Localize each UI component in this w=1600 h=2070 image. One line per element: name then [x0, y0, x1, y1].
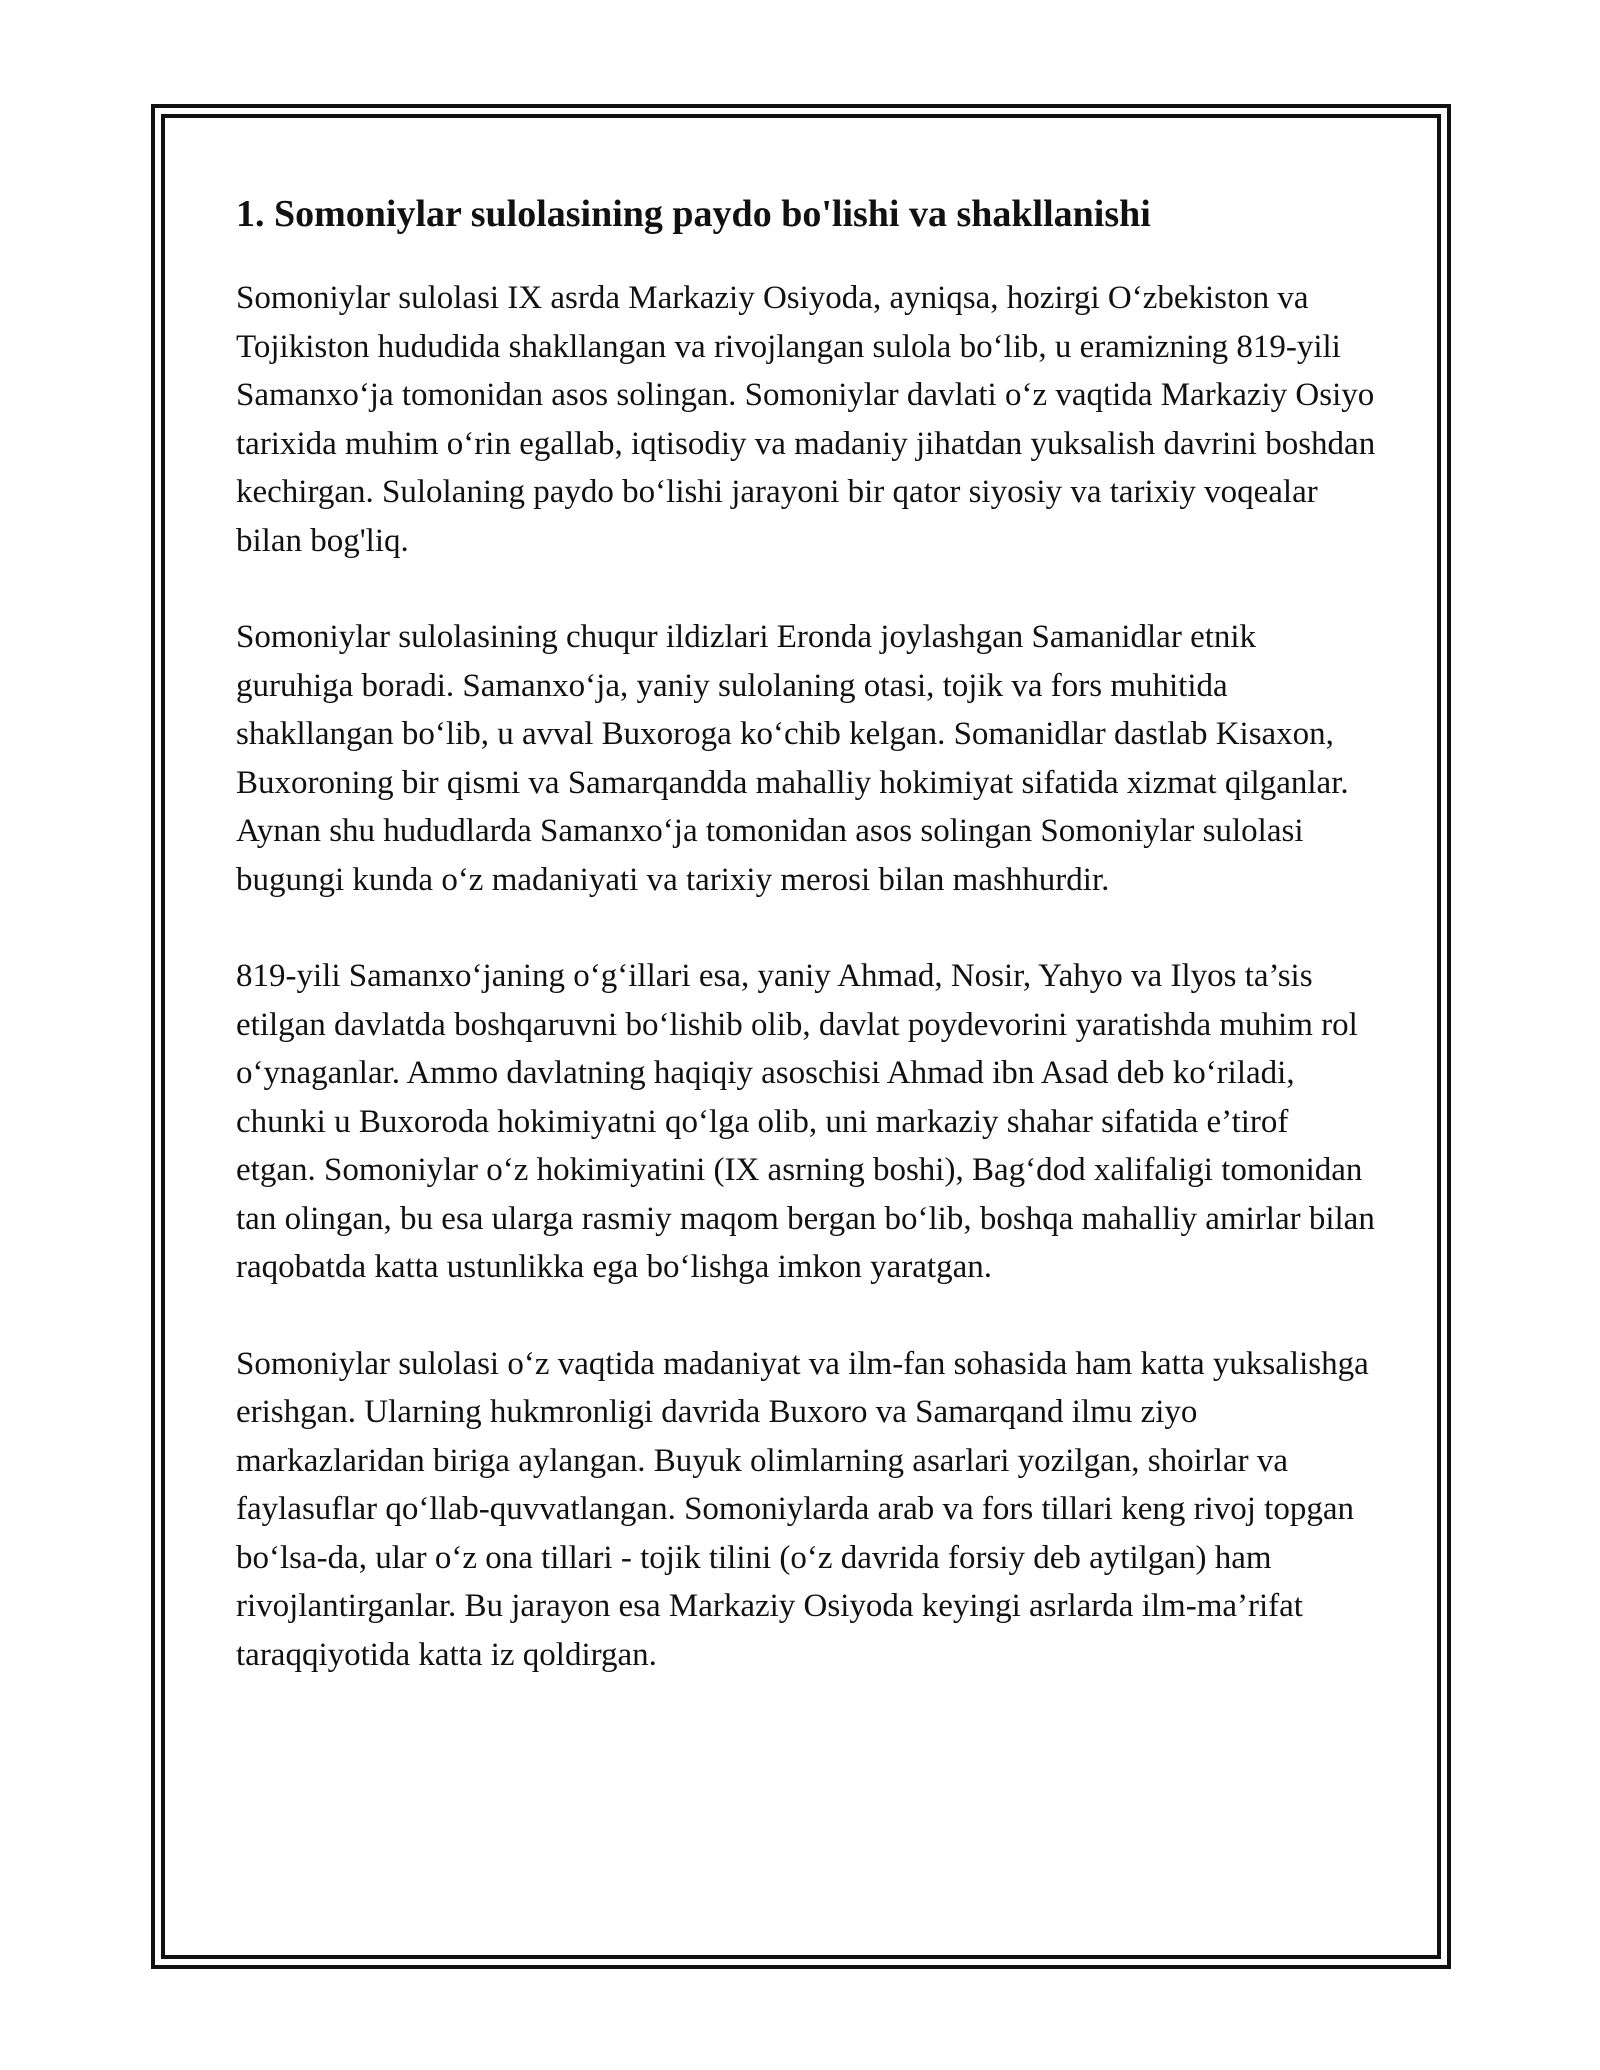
- paragraph-2: Somoniylar sulolasining chuqur ildizlari Eronda joylashgan Samanidlar etnik guruhiga boradi. Samanxo‘ja, yaniy sulolaning otasi, tojik va fors muhitida shakllangan bo‘lib, u avval Buxoroga ko‘chib kelgan. Somanidlar dastlab Kisaxon, Buxoroning bir qismi va Samarqandda mahalliy hokimiyat sifatida xizmat qilganlar. Aynan shu hududlarda Samanxo‘ja tomonidan asos solingan Somoniylar sulolasi bugungi kunda o‘z madaniyati va tarixiy merosi bilan mashhurdir.: [236, 619, 1349, 898]
- document-body: [236, 188, 1376, 1679]
- section-heading: 1. Somoniylar sulolasining paydo bo'lishi va shakllanishi: [236, 193, 1151, 235]
- paragraph-3: 819-yili Samanxo‘janing o‘g‘illari esa, yaniy Ahmad, Nosir, Yahyo va Ilyos ta’sis etilgan davlatda boshqaruvni bo‘lishib olib, davlat poydevorini yaratishda muhim rol o‘ynaganlar. Ammo davlatning haqiqiy asoschisi Ahmad ibn Asad deb ko‘riladi, chunki u Buxoroda hokimiyatni qo‘lga olib, uni markaziy shahar sifatida e’tirof etgan. Somoniylar o‘z hokimiyatini (IX asrning boshi), Bag‘dod xalifaligi tomonidan tan olingan, bu esa ularga rasmiy maqom bergan bo‘lib, boshqa mahalliy amirlar bilan raqobatda katta ustunlikka ega bo‘lishga imkon yaratgan.: [236, 958, 1375, 1285]
- paragraph-1: Somoniylar sulolasi IX asrda Markaziy Osiyoda, ayniqsa, hozirgi O‘zbekiston va Tojikiston hududida shakllangan va rivojlangan sulola bo‘lib, u eramizning 819-yili Samanxo‘ja tomonidan asos solingan. Somoniylar davlati o‘z vaqtida Markaziy Osiyo tarixida muhim o‘rin egallab, iqtisodiy va madaniy jihatdan yuksalish davrini boshdan kechirgan. Sulolaning paydo bo‘lishi jarayoni bir qator siyosiy va tarixiy voqealar bilan bog'liq.: [236, 280, 1376, 559]
- paragraph-4: Somoniylar sulolasi o‘z vaqtida madaniyat va ilm-fan sohasida ham katta yuksalishga erishgan. Ularning hukmronligi davrida Buxoro va Samarqand ilmu ziyo markazlaridan biriga aylangan. Buyuk olimlarning asarlari yozilgan, shoirlar va faylasuflar qo‘llab-quvvatlangan. Somoniylarda arab va fors tillari keng rivoj topgan bo‘lsa-da, ular o‘z ona tillari - tojik tilini (o‘z davrida forsiy deb aytilgan) ham rivojlantirganlar. Bu jarayon esa Markaziy Osiyoda keyingi asrlarda ilm-ma’rifat taraqqiyotida katta iz qoldirgan.: [236, 1345, 1369, 1673]
